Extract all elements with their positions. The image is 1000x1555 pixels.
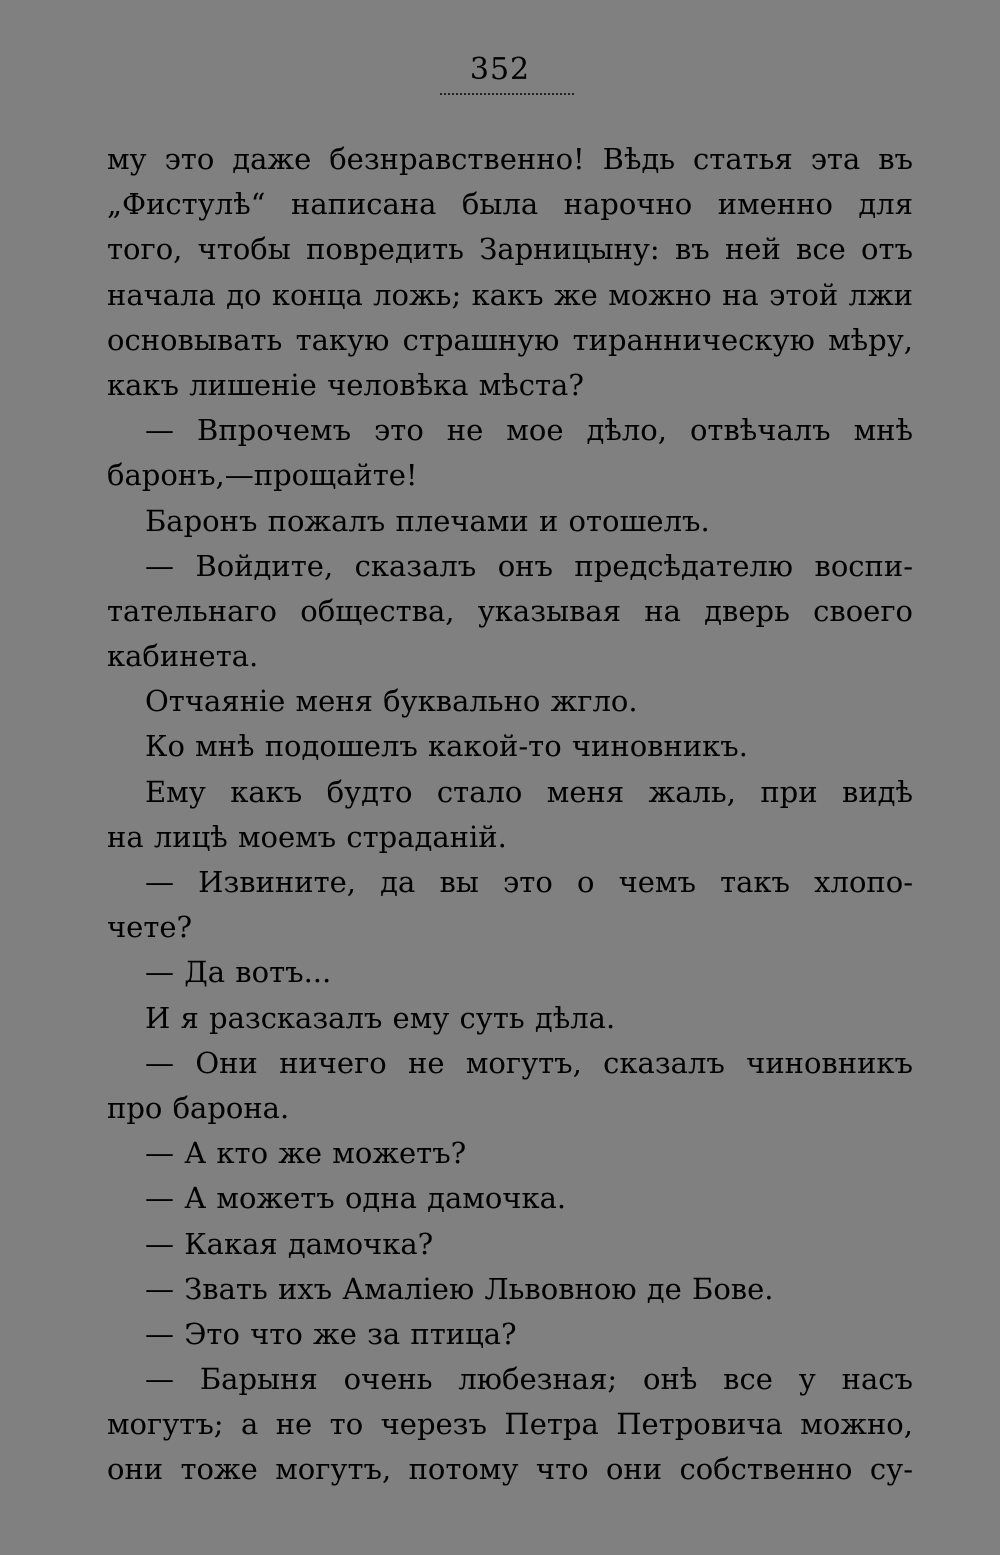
text-line: Ко мнѣ подошелъ какой-то чиновникъ. — [145, 729, 748, 764]
text-line: И я разсказалъ ему суть дѣла. — [145, 1000, 616, 1035]
text-line: Баронъ пожалъ плечами и отошелъ. — [145, 503, 710, 538]
text-line: баронъ,—прощайте! — [107, 458, 418, 493]
page-text — [107, 137, 913, 1493]
text-line: Отчаяніе меня буквально жгло. — [145, 684, 638, 719]
text-line: — Звать ихъ Амаліею Львовною де Бове. — [145, 1271, 774, 1306]
text-line: чете? — [107, 910, 193, 945]
text-line: на лицѣ моемъ страданій. — [107, 819, 507, 854]
text-line: — Впрочемъ это не мое дѣло, отвѣчалъ мнѣ — [145, 413, 913, 448]
text-line: — Это что же за птица? — [145, 1316, 517, 1351]
text-line: „Фистулѣ“ написана была нарочно именно для — [107, 187, 913, 222]
text-line: — Какая дамочка? — [145, 1226, 434, 1261]
text-line: начала до конца ложь; какъ же можно на этой лжи — [107, 277, 913, 312]
text-line: — А можетъ одна дамочка. — [145, 1181, 567, 1216]
text-line: могутъ; а не то черезъ Петра Петровича можно, — [107, 1407, 913, 1442]
text-line: — Извините, да вы это о чемъ такъ хлопо- — [145, 865, 913, 899]
text-line: тательнаго общества, указывая на дверь своего — [107, 593, 913, 628]
text-line: — Барыня очень любезная; онѣ все у насъ — [145, 1362, 913, 1397]
text-line: — А кто же можетъ? — [145, 1136, 467, 1171]
text-line: кабинета. — [107, 639, 259, 674]
page-number: 352 — [469, 52, 531, 87]
text-line: му это даже безнравственно! Вѣдь статья эта въ — [107, 142, 913, 176]
text-line: — Они ничего не могутъ, сказалъ чиновникъ — [145, 1045, 913, 1080]
text-line: основывать такую страшную тиранническую мѣру, — [107, 322, 913, 357]
text-line: того, чтобы повредить Зарницыну: въ ней все отъ — [107, 232, 913, 267]
text-line: — Да вотъ... — [145, 955, 332, 990]
text-line: Ему какъ будто стало меня жаль, при видѣ — [145, 774, 913, 809]
text-line: — Войдите, сказалъ онъ предсѣдателю воспи- — [145, 548, 913, 583]
text-line: про барона. — [107, 1090, 290, 1125]
header-rule — [440, 93, 574, 95]
text-line: какъ лишеніе человѣка мѣста? — [107, 367, 584, 402]
text-line: они тоже могутъ, потому что они собственно су- — [107, 1452, 913, 1487]
